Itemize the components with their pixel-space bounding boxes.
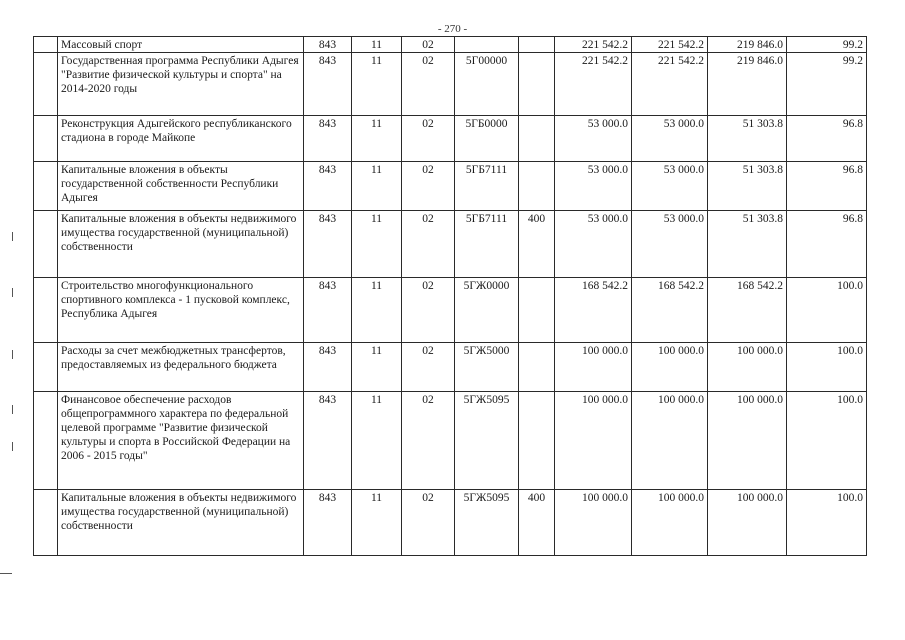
plan-amount: 53 000.0 (555, 211, 632, 278)
target-article-code: 5ГБ7111 (455, 162, 519, 211)
grbs-code: 843 (304, 162, 352, 211)
page-number: - 270 - (437, 23, 468, 35)
executed-amount: 100 000.0 (708, 392, 787, 490)
section-code: 11 (352, 116, 402, 162)
refined-amount: 53 000.0 (632, 211, 708, 278)
executed-amount: 51 303.8 (708, 211, 787, 278)
subsection-code: 02 (402, 53, 455, 116)
indent-cell (34, 37, 58, 53)
target-article-code: 5ГЖ5000 (455, 343, 519, 392)
grbs-code: 843 (304, 37, 352, 53)
indent-cell (34, 53, 58, 116)
subsection-code: 02 (402, 490, 455, 556)
plan-amount: 53 000.0 (555, 116, 632, 162)
grbs-code: 843 (304, 343, 352, 392)
item-name: Капитальные вложения в объекты государственной собственности Республики Адыгея (58, 162, 304, 211)
refined-amount: 168 542.2 (632, 278, 708, 343)
refined-amount: 221 542.2 (632, 53, 708, 116)
execution-percent: 100.0 (787, 278, 867, 343)
execution-percent: 100.0 (787, 343, 867, 392)
execution-percent: 100.0 (787, 490, 867, 556)
table-row (34, 211, 867, 278)
grbs-code: 843 (304, 53, 352, 116)
subsection-code: 02 (402, 278, 455, 343)
execution-percent: 96.8 (787, 116, 867, 162)
section-code: 11 (352, 343, 402, 392)
indent-cell (34, 278, 58, 343)
plan-amount: 221 542.2 (555, 37, 632, 53)
target-article-code (455, 37, 519, 53)
subsection-code: 02 (402, 343, 455, 392)
table-row (34, 392, 867, 490)
subsection-code: 02 (402, 37, 455, 53)
grbs-code: 843 (304, 392, 352, 490)
indent-cell (34, 211, 58, 278)
indent-cell (34, 490, 58, 556)
expense-type-code (519, 343, 555, 392)
expense-type-code (519, 53, 555, 116)
target-article-code: 5ГЖ5095 (455, 490, 519, 556)
item-name: Капитальные вложения в объекты недвижимого имущества государственной (муниципальной) собственности (58, 211, 304, 278)
table-row (34, 490, 867, 556)
section-code: 11 (352, 37, 402, 53)
item-name: Финансовое обеспечение расходов общепрограммного характера по федеральной целевой программе "Развитие физической культуры и спорта в Российской Федерации на 2006 - 2015 годы" (58, 392, 304, 490)
table-row (34, 53, 867, 116)
indent-cell (34, 343, 58, 392)
expense-type-code (519, 37, 555, 53)
executed-amount: 51 303.8 (708, 116, 787, 162)
execution-percent: 96.8 (787, 162, 867, 211)
executed-amount: 168 542.2 (708, 278, 787, 343)
executed-amount: 219 846.0 (708, 37, 787, 53)
refined-amount: 221 542.2 (632, 37, 708, 53)
table-row (34, 116, 867, 162)
target-article-code: 5ГБ7111 (455, 211, 519, 278)
table-row (34, 278, 867, 343)
subsection-code: 02 (402, 211, 455, 278)
expense-type-code: 400 (519, 490, 555, 556)
scan-margin-mark (0, 573, 12, 574)
plan-amount: 100 000.0 (555, 490, 632, 556)
subsection-code: 02 (402, 392, 455, 490)
target-article-code: 5ГЖ0000 (455, 278, 519, 343)
section-code: 11 (352, 490, 402, 556)
execution-percent: 99.2 (787, 53, 867, 116)
section-code: 11 (352, 392, 402, 490)
item-name: Капитальные вложения в объекты недвижимого имущества государственной (муниципальной) собственности (58, 490, 304, 556)
expense-type-code (519, 162, 555, 211)
plan-amount: 100 000.0 (555, 392, 632, 490)
executed-amount: 219 846.0 (708, 53, 787, 116)
grbs-code: 843 (304, 278, 352, 343)
refined-amount: 100 000.0 (632, 490, 708, 556)
subsection-code: 02 (402, 162, 455, 211)
executed-amount: 51 303.8 (708, 162, 787, 211)
executed-amount: 100 000.0 (708, 343, 787, 392)
table-row (34, 343, 867, 392)
grbs-code: 843 (304, 116, 352, 162)
plan-amount: 168 542.2 (555, 278, 632, 343)
item-name: Массовый спорт (58, 37, 304, 53)
table-row (34, 37, 867, 53)
scan-margin-mark (12, 288, 13, 297)
refined-amount: 100 000.0 (632, 343, 708, 392)
scan-margin-mark (12, 405, 13, 414)
expense-type-code (519, 278, 555, 343)
expense-type-code (519, 116, 555, 162)
item-name: Реконструкция Адыгейского республиканского стадиона в городе Майкопе (58, 116, 304, 162)
item-name: Расходы за счет межбюджетных трансфертов, предоставляемых из федерального бюджета (58, 343, 304, 392)
section-code: 11 (352, 162, 402, 211)
table-body (34, 37, 867, 556)
grbs-code: 843 (304, 490, 352, 556)
target-article-code: 5Г00000 (455, 53, 519, 116)
indent-cell (34, 162, 58, 211)
refined-amount: 100 000.0 (632, 392, 708, 490)
section-code: 11 (352, 211, 402, 278)
indent-cell (34, 392, 58, 490)
execution-percent: 96.8 (787, 211, 867, 278)
item-name: Государственная программа Республики Адыгея "Развитие физической культуры и спорта" на 2014-2020 годы (58, 53, 304, 116)
target-article-code: 5ГБ0000 (455, 116, 519, 162)
plan-amount: 100 000.0 (555, 343, 632, 392)
plan-amount: 53 000.0 (555, 162, 632, 211)
target-article-code: 5ГЖ5095 (455, 392, 519, 490)
subsection-code: 02 (402, 116, 455, 162)
scan-margin-mark (12, 350, 13, 359)
refined-amount: 53 000.0 (632, 162, 708, 211)
section-code: 11 (352, 53, 402, 116)
scan-margin-mark (12, 442, 13, 451)
grbs-code: 843 (304, 211, 352, 278)
executed-amount: 100 000.0 (708, 490, 787, 556)
budget-table (33, 36, 867, 556)
execution-percent: 100.0 (787, 392, 867, 490)
plan-amount: 221 542.2 (555, 53, 632, 116)
execution-percent: 99.2 (787, 37, 867, 53)
item-name: Строительство многофункционального спортивного комплекса - 1 пусковой комплекс, Республика Адыгея (58, 278, 304, 343)
expense-type-code (519, 392, 555, 490)
section-code: 11 (352, 278, 402, 343)
expense-type-code: 400 (519, 211, 555, 278)
refined-amount: 53 000.0 (632, 116, 708, 162)
scan-margin-mark (12, 232, 13, 241)
table-row (34, 162, 867, 211)
indent-cell (34, 116, 58, 162)
